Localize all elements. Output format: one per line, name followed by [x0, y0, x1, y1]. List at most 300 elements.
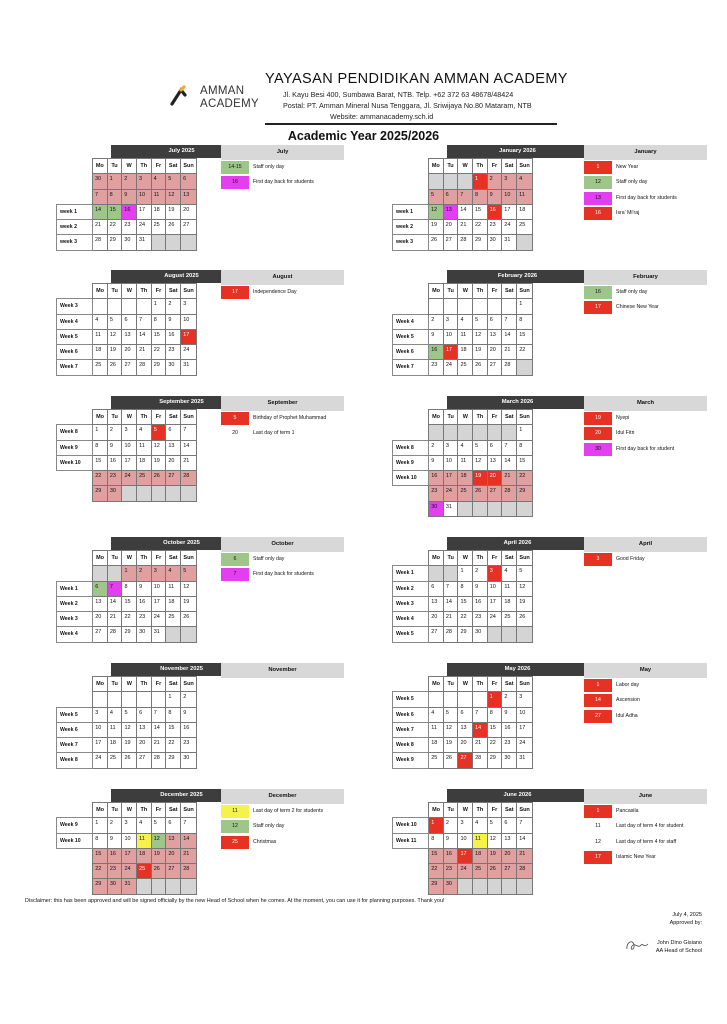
day-cell: 4: [93, 314, 108, 329]
disclaimer: Disclaimer: this has been approved and will be signed officially by the new Head of School when he comes. At the moment, you can use it for planning purposes. Thank you!: [25, 898, 445, 904]
day-cell: 5: [487, 818, 502, 833]
day-header: Th: [137, 677, 152, 692]
week-header-blank: [57, 284, 93, 299]
event-row: [584, 850, 707, 865]
week-label: week 3: [393, 235, 429, 250]
day-header: Mo: [429, 410, 444, 425]
day-cell: 27: [93, 627, 108, 642]
day-cell: 15: [122, 596, 137, 611]
day-cell: 11: [502, 581, 517, 596]
day-header: W: [458, 677, 473, 692]
week-label: Week 4: [393, 612, 429, 627]
events-month-panel: [584, 270, 707, 316]
day-cell: [443, 299, 458, 314]
day-cell: 11: [166, 581, 181, 596]
day-header: Mo: [429, 677, 444, 692]
day-cell: 6: [429, 581, 444, 596]
day-cell: 15: [107, 204, 122, 219]
event-description: Independence Day: [253, 289, 297, 295]
day-cell: 30: [473, 627, 488, 642]
day-cell: 11: [151, 189, 166, 204]
week-label: Week 5: [393, 692, 429, 707]
day-cell: 10: [517, 707, 533, 722]
day-cell: [458, 174, 473, 189]
day-cell: [443, 174, 458, 189]
events-month-panel: [584, 789, 707, 865]
event-row: [584, 175, 707, 190]
letterhead: [0, 68, 727, 124]
day-cell: 30: [122, 235, 137, 250]
event-row: [584, 411, 707, 426]
day-cell: 10: [502, 189, 517, 204]
day-cell: 23: [166, 345, 181, 360]
day-cell: 25: [151, 220, 166, 235]
day-header: Sat: [166, 803, 181, 818]
day-cell: 22: [487, 738, 502, 753]
event-date-badge: 20: [584, 427, 612, 440]
day-cell: 18: [166, 596, 181, 611]
day-cell: 22: [517, 471, 533, 486]
day-cell: 29: [107, 235, 122, 250]
day-cell: 19: [517, 596, 533, 611]
event-date-badge: 11: [584, 820, 612, 833]
day-cell: [458, 501, 473, 516]
events-month-panel: [221, 789, 344, 850]
day-cell: 4: [107, 707, 122, 722]
day-cell: [166, 486, 181, 501]
day-cell: 16: [473, 596, 488, 611]
day-header: W: [458, 551, 473, 566]
day-header: Tu: [107, 551, 122, 566]
event-description: First day back for student: [616, 445, 675, 452]
day-cell: 27: [166, 471, 181, 486]
day-cell: [122, 486, 137, 501]
day-cell: 12: [517, 581, 533, 596]
day-cell: 25: [107, 753, 122, 768]
day-cell: 23: [502, 738, 517, 753]
day-header: Sat: [502, 159, 517, 174]
events-month-title: April: [584, 537, 707, 552]
day-cell: 13: [443, 204, 458, 219]
week-label: [57, 174, 93, 189]
day-cell: 13: [93, 596, 108, 611]
events-month-title: January: [584, 145, 707, 160]
events-month-title: October: [221, 537, 344, 552]
week-label: Week 6: [393, 707, 429, 722]
week-label: Week 10: [393, 471, 429, 486]
week-label: [57, 486, 93, 501]
event-date-badge: 12: [221, 820, 249, 833]
day-cell: 3: [136, 174, 151, 189]
day-cell: 2: [443, 818, 458, 833]
day-cell: 28: [181, 471, 197, 486]
day-header: Tu: [443, 159, 458, 174]
day-cell: 17: [443, 471, 458, 486]
day-cell: 12: [166, 189, 181, 204]
day-header: Sat: [166, 551, 181, 566]
day-cell: [487, 299, 502, 314]
event-description: Nyepi: [616, 415, 630, 421]
day-cell: 2: [429, 440, 444, 455]
day-cell: 15: [517, 455, 533, 470]
month-title: May 2026: [447, 663, 588, 676]
day-cell: 13: [122, 329, 137, 344]
day-cell: 28: [458, 235, 473, 250]
day-header: Tu: [443, 551, 458, 566]
event-description: Christmas: [253, 838, 277, 845]
day-header: Sun: [181, 159, 197, 174]
day-cell: [181, 235, 197, 250]
day-cell: [502, 627, 517, 642]
day-cell: 16: [181, 722, 197, 737]
day-cell: 30: [502, 753, 517, 768]
day-cell: 4: [502, 566, 517, 581]
day-cell: 3: [487, 566, 502, 581]
week-label: Week 10: [57, 833, 93, 848]
day-header: Sat: [502, 677, 517, 692]
week-label: Week 7: [393, 722, 429, 737]
day-header: Th: [473, 803, 488, 818]
week-header-blank: [393, 677, 429, 692]
day-cell: 30: [137, 627, 152, 642]
day-cell: 27: [122, 360, 137, 375]
amman-academy-logo: [168, 84, 268, 120]
day-cell: 8: [517, 314, 533, 329]
day-cell: 22: [107, 220, 122, 235]
day-cell: 4: [458, 314, 473, 329]
day-header: Mo: [92, 159, 107, 174]
day-cell: 29: [151, 360, 166, 375]
day-cell: 5: [107, 314, 122, 329]
signatory-role: AA Head of School: [655, 948, 702, 954]
week-label: week 2: [57, 220, 93, 235]
day-header: Th: [472, 159, 487, 174]
day-cell: 2: [429, 314, 444, 329]
day-cell: 23: [137, 612, 152, 627]
day-cell: [428, 174, 443, 189]
day-header: Fr: [487, 677, 502, 692]
event-row: [221, 175, 344, 190]
logo-mark-icon: [170, 84, 196, 108]
day-cell: 20: [93, 612, 108, 627]
day-header: Mo: [428, 159, 443, 174]
month-calendar: [396, 663, 588, 764]
day-cell: 25: [517, 220, 533, 235]
day-cell: 14: [151, 722, 166, 737]
day-cell: 2: [473, 566, 488, 581]
day-cell: [443, 566, 458, 581]
day-cell: [122, 299, 137, 314]
day-cell: 29: [517, 486, 533, 501]
day-cell: 30: [107, 486, 122, 501]
day-cell: 15: [517, 329, 533, 344]
day-cell: 17: [487, 596, 502, 611]
week-label: [57, 189, 93, 204]
events-month-panel: [221, 145, 344, 191]
day-cell: 18: [473, 848, 488, 863]
events-month-title: June: [584, 789, 707, 804]
event-date-badge: 13: [584, 192, 612, 205]
day-cell: 25: [473, 864, 488, 879]
day-cell: 17: [136, 204, 151, 219]
day-cell: 18: [137, 848, 152, 863]
events-month-title: July: [221, 145, 344, 160]
event-row: [221, 567, 344, 582]
approval-date: July 4, 2025: [672, 912, 702, 918]
day-cell: 6: [137, 707, 152, 722]
day-cell: 23: [429, 486, 444, 501]
day-cell: 3: [443, 314, 458, 329]
day-cell: 26: [473, 360, 488, 375]
day-header: Fr: [487, 410, 502, 425]
day-cell: 3: [443, 440, 458, 455]
day-cell: 31: [122, 879, 137, 894]
logo-line1: AMMAN: [200, 85, 245, 97]
day-cell: 25: [458, 486, 473, 501]
day-cell: 10: [122, 833, 137, 848]
day-cell: [473, 299, 488, 314]
day-cell: 25: [93, 360, 108, 375]
day-cell: 22: [122, 612, 137, 627]
day-cell: 5: [517, 566, 533, 581]
day-cell: 13: [458, 722, 473, 737]
day-cell: 6: [166, 818, 181, 833]
day-cell: [458, 692, 473, 707]
day-cell: 29: [458, 627, 473, 642]
day-cell: 20: [487, 345, 502, 360]
day-cell: 17: [502, 204, 517, 219]
day-cell: 17: [517, 722, 533, 737]
day-header: Sun: [181, 551, 197, 566]
day-cell: 22: [166, 738, 181, 753]
day-cell: 7: [181, 818, 197, 833]
day-cell: 12: [122, 722, 137, 737]
day-header: Mo: [93, 677, 108, 692]
day-header: W: [122, 159, 137, 174]
day-header: Fr: [151, 159, 166, 174]
day-cell: [429, 566, 444, 581]
event-row: [221, 160, 344, 175]
day-cell: 8: [93, 833, 108, 848]
day-header: Th: [137, 410, 152, 425]
month-calendar: [396, 789, 588, 888]
day-cell: 24: [136, 220, 151, 235]
month-calendar: [396, 396, 588, 510]
day-cell: 28: [92, 235, 107, 250]
day-cell: 27: [487, 360, 502, 375]
day-header: Mo: [429, 551, 444, 566]
day-cell: 10: [181, 314, 197, 329]
day-cell: 22: [458, 612, 473, 627]
day-cell: 1: [429, 818, 444, 833]
day-cell: 11: [107, 722, 122, 737]
month-title: September 2025: [111, 396, 252, 409]
event-date-badge: 1: [584, 679, 612, 692]
day-cell: 17: [181, 329, 197, 344]
week-label: [393, 425, 429, 440]
day-cell: 1: [458, 566, 473, 581]
day-header: Fr: [487, 284, 502, 299]
day-header: Sun: [181, 803, 197, 818]
day-cell: 16: [487, 204, 502, 219]
day-cell: 9: [107, 833, 122, 848]
day-cell: 10: [136, 189, 151, 204]
day-cell: 24: [181, 345, 197, 360]
day-cell: 10: [443, 455, 458, 470]
day-header: Fr: [151, 803, 166, 818]
event-date-badge: 25: [221, 836, 249, 849]
week-label: Week 3: [57, 612, 93, 627]
event-date-badge: 1: [584, 805, 612, 818]
day-cell: 7: [502, 440, 517, 455]
events-month-title: February: [584, 270, 707, 285]
day-cell: 29: [122, 627, 137, 642]
day-cell: [458, 299, 473, 314]
day-cell: 7: [137, 314, 152, 329]
day-cell: 20: [137, 738, 152, 753]
event-date-badge: 1: [584, 161, 612, 174]
day-cell: [181, 486, 197, 501]
day-cell: 14: [458, 204, 473, 219]
day-cell: 20: [181, 204, 197, 219]
events-month-title: March: [584, 396, 707, 411]
day-cell: 7: [107, 581, 122, 596]
event-date-badge: 11: [221, 805, 249, 818]
event-row: [584, 709, 707, 724]
day-cell: 27: [487, 486, 502, 501]
day-cell: [517, 501, 533, 516]
day-cell: 4: [429, 707, 444, 722]
day-cell: 3: [122, 425, 137, 440]
day-cell: 19: [166, 204, 181, 219]
day-cell: 27: [181, 220, 197, 235]
day-cell: 8: [517, 440, 533, 455]
day-header: Mo: [429, 284, 444, 299]
day-cell: 10: [458, 833, 473, 848]
week-label: week 1: [57, 204, 93, 219]
day-cell: 23: [122, 220, 137, 235]
day-cell: 19: [473, 471, 488, 486]
event-description: Staff only day: [253, 823, 285, 830]
event-description: First day back for students: [253, 179, 314, 186]
day-cell: 24: [487, 612, 502, 627]
day-cell: 15: [151, 329, 166, 344]
week-label: Week 3: [393, 596, 429, 611]
event-description: Pancasila: [616, 808, 639, 814]
day-cell: 5: [166, 174, 181, 189]
week-label: Week 3: [57, 299, 93, 314]
day-cell: [166, 627, 181, 642]
day-cell: 15: [93, 455, 108, 470]
event-description: Good Friday: [616, 556, 645, 562]
day-cell: 5: [151, 818, 166, 833]
day-cell: 24: [443, 486, 458, 501]
day-cell: 23: [443, 864, 458, 879]
day-cell: 16: [122, 204, 137, 219]
day-cell: 2: [107, 425, 122, 440]
day-cell: [502, 501, 517, 516]
day-header: Sat: [502, 803, 517, 818]
day-header: Tu: [443, 803, 458, 818]
week-header-blank: [393, 159, 429, 174]
week-label: Week 5: [57, 329, 93, 344]
day-cell: 7: [181, 425, 197, 440]
day-cell: 14: [502, 329, 517, 344]
day-header: Sun: [517, 551, 533, 566]
day-cell: 19: [443, 738, 458, 753]
day-cell: [166, 235, 181, 250]
day-header: Fr: [151, 551, 166, 566]
day-cell: [487, 879, 502, 894]
week-label: Week 6: [57, 722, 93, 737]
day-cell: 21: [458, 220, 473, 235]
event-row: [221, 804, 344, 819]
day-cell: 8: [93, 440, 108, 455]
day-cell: 13: [137, 722, 152, 737]
day-cell: 1: [151, 299, 166, 314]
week-label: [57, 692, 93, 707]
day-cell: 11: [429, 722, 444, 737]
events-month-title: September: [221, 396, 344, 411]
day-cell: 27: [502, 864, 517, 879]
day-cell: 26: [166, 220, 181, 235]
day-cell: 29: [93, 486, 108, 501]
day-cell: 14: [517, 833, 533, 848]
event-date-badge: 16: [584, 207, 612, 220]
event-row: [584, 442, 707, 457]
day-cell: 3: [151, 566, 166, 581]
day-cell: 3: [502, 174, 517, 189]
day-cell: 3: [181, 299, 197, 314]
week-header-blank: [393, 410, 429, 425]
day-cell: 28: [151, 753, 166, 768]
day-cell: 4: [151, 174, 166, 189]
events-month-title: December: [221, 789, 344, 804]
day-cell: 9: [429, 455, 444, 470]
day-cell: 8: [166, 707, 181, 722]
day-cell: 3: [517, 692, 533, 707]
day-cell: 17: [122, 455, 137, 470]
day-cell: 28: [107, 627, 122, 642]
day-cell: 6: [93, 581, 108, 596]
day-cell: 21: [181, 848, 197, 863]
event-row: [584, 835, 707, 850]
month-calendar: [396, 270, 588, 371]
day-cell: 25: [458, 360, 473, 375]
week-label: [393, 486, 429, 501]
day-cell: 25: [166, 612, 181, 627]
day-cell: 24: [502, 220, 517, 235]
week-label: Week 1: [393, 566, 429, 581]
day-cell: 13: [166, 440, 181, 455]
day-cell: 12: [473, 329, 488, 344]
day-cell: [487, 425, 502, 440]
day-header: W: [458, 410, 473, 425]
day-cell: 9: [181, 707, 197, 722]
day-cell: 27: [166, 864, 181, 879]
event-date-badge: 27: [584, 710, 612, 723]
day-cell: 20: [458, 738, 473, 753]
day-cell: 19: [122, 738, 137, 753]
week-label: Week 1: [57, 581, 93, 596]
day-cell: 9: [429, 329, 444, 344]
day-cell: 5: [181, 566, 197, 581]
day-header: W: [122, 803, 137, 818]
day-header: Tu: [443, 677, 458, 692]
day-cell: 29: [472, 235, 487, 250]
day-cell: 6: [181, 174, 197, 189]
month-title: January 2026: [447, 145, 588, 158]
